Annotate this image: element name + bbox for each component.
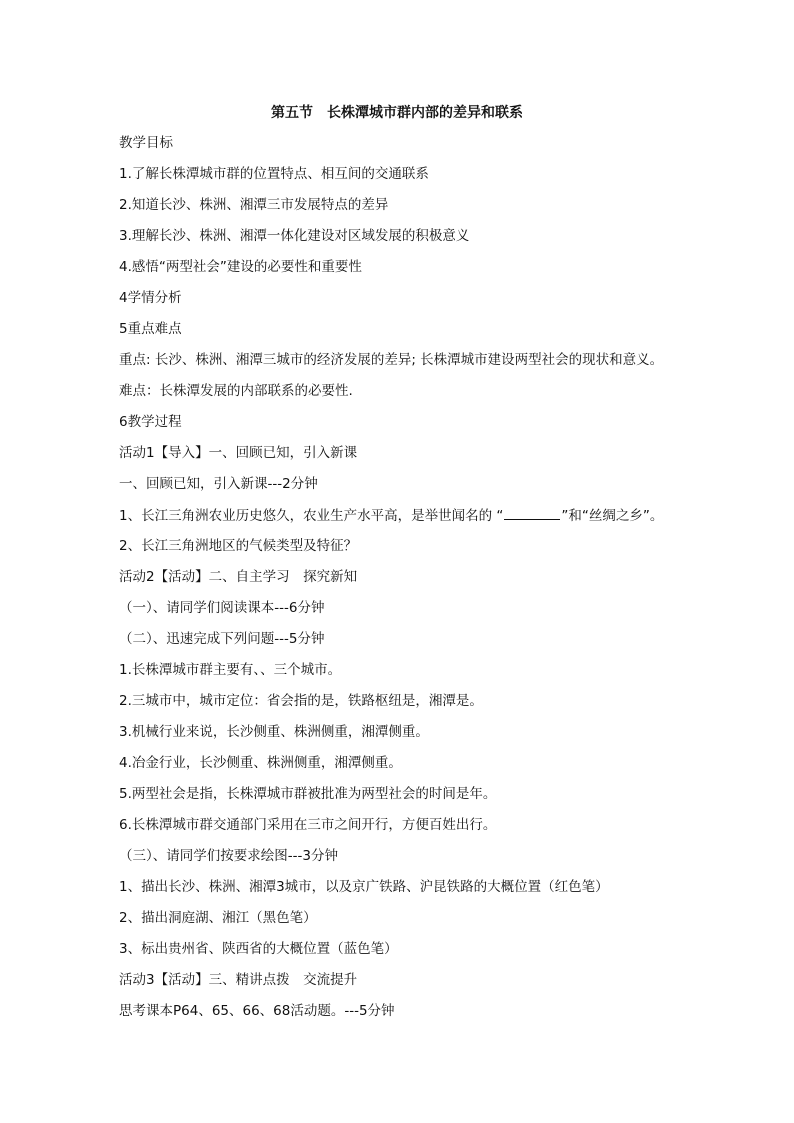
activity-3-heading: 活动3【活动】三、精讲点拨 交流提升 [119, 972, 358, 988]
objective-1: 1.了解长株潭城市群的位置特点、相互间的交通联系 [119, 166, 429, 182]
question-2: 2.三城市中，城市定位：省会指的是，铁路枢纽是，湘潭是。 [119, 693, 483, 709]
document-title: 第五节 长株潭城市群内部的差异和联系 [271, 105, 523, 121]
section-heading-objectives: 教学目标 [119, 135, 173, 151]
question-fill-blank-text-before: 1、长江三角洲农业历史悠久，农业生产水平高，是举世闻名的 “ [119, 508, 504, 524]
section-heading-process: 6教学过程 [119, 414, 182, 430]
answer-blank [504, 505, 560, 520]
question-3: 3.机械行业来说，长沙侧重、株洲侧重，湘潭侧重。 [119, 724, 429, 740]
question-5: 5.两型社会是指，长株潭城市群被批准为两型社会的时间是年。 [119, 786, 497, 802]
question-4: 4.冶金行业，长沙侧重、株洲侧重，湘潭侧重。 [119, 755, 402, 771]
question-fill-blank-text-after: ”和“丝绸之乡”。 [561, 508, 664, 524]
drawing-task-2: 2、描出洞庭湖、湘江（黑色笔） [119, 910, 317, 926]
activity-1-heading: 活动1【导入】一、回顾已知，引入新课 [119, 445, 358, 461]
objective-3: 3.理解长沙、株洲、湘潭一体化建设对区域发展的积极意义 [119, 228, 470, 244]
question-1: 1.长株潭城市群主要有、、三个城市。 [119, 662, 342, 678]
activity-2-step-3: （三）、请同学们按要求绘图---3分钟 [119, 848, 338, 864]
section-heading-analysis: 4学情分析 [119, 290, 182, 306]
document-body [119, 133, 719, 1032]
question-6: 6.长株潭城市群交通部门采用在三市之间开行，方便百姓出行。 [119, 817, 497, 833]
key-point-text: 重点: 长沙、株洲、湘潭三城市的经济发展的差异; 长株潭城市建设两型社会的现状和意义。 [119, 352, 664, 368]
drawing-task-3: 3、标出贵州省、陕西省的大概位置（蓝色笔） [119, 941, 398, 957]
difficult-point-text: 难点：长株潭发展的内部联系的必要性. [119, 383, 353, 399]
question-climate: 2、长江三角洲地区的气候类型及特征？ [119, 538, 358, 554]
objective-4: 4.感悟“两型社会”建设的必要性和重要性 [119, 259, 362, 275]
objective-2: 2.知道长沙、株洲、湘潭三市发展特点的差异 [119, 197, 389, 213]
question-fill-blank [119, 505, 719, 536]
section-heading-key-points: 5重点难点 [119, 321, 182, 337]
drawing-task-1: 1、描出长沙、株洲、湘潭3城市，以及京广铁路、沪昆铁路的大概位置（红色笔） [119, 879, 609, 895]
activity-2-step-1: （一）、请同学们阅读课本---6分钟 [119, 600, 325, 616]
activity-2-step-2: （二）、迅速完成下列问题---5分钟 [119, 631, 325, 647]
activity-2-heading: 活动2【活动】二、自主学习 探究新知 [119, 569, 358, 585]
activity-3-task: 思考课本P64、65、66、68活动题。---5分钟 [119, 1003, 395, 1019]
activity-1-subheading: 一、回顾已知，引入新课---2分钟 [119, 476, 318, 492]
